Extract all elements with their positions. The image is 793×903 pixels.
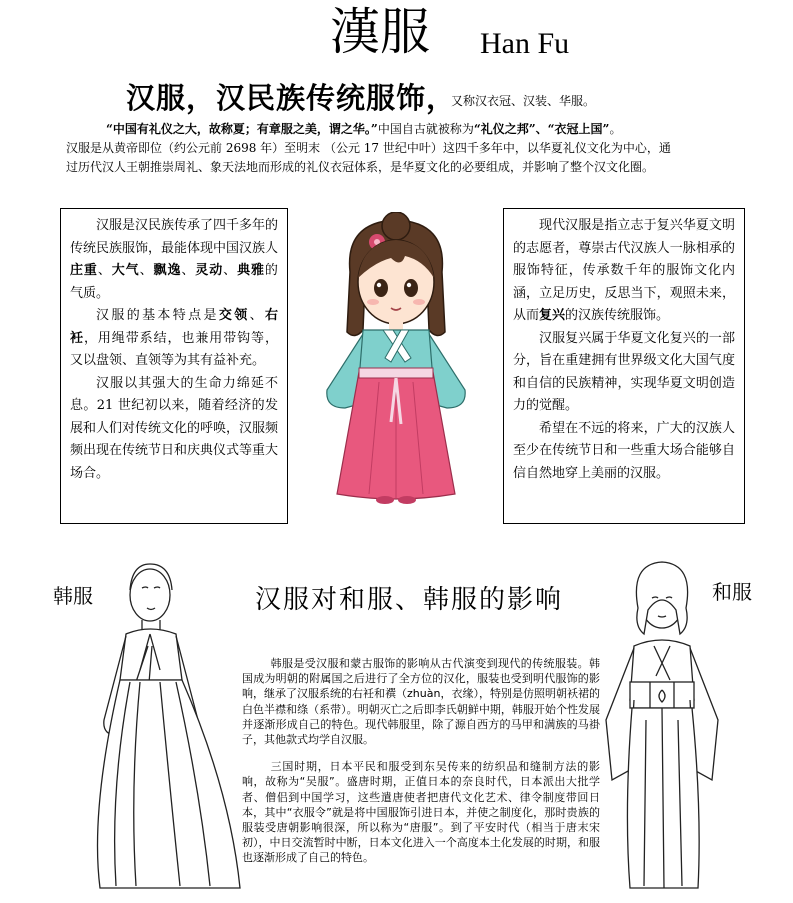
left-p1-sep-1: 、	[97, 263, 112, 278]
right-box-paragraph-2: 汉服复兴属于华夏文化复兴的一部分，旨在重建拥有世界级文化大国气度和自信的民族精神，实现华夏文明创造力的觉醒。	[513, 330, 735, 413]
right-p1-bold: 复兴	[539, 308, 566, 323]
intro-line1-mid: 中国自古就被称为	[377, 122, 474, 136]
intro-epithets: “礼仪之邦”、“衣冠上国”	[473, 122, 610, 136]
left-p2-bold-1: 交领	[218, 308, 250, 323]
left-p1-bold-5: 典雅	[237, 263, 265, 278]
hanbok-woman-illustration	[90, 550, 260, 895]
left-p2-end: ，用绳带系结，也兼用带钩等，又以盘领、直领等为其有益补充。	[70, 330, 278, 368]
label-hanbok: 韩服	[53, 584, 93, 608]
intro-line-3: 过历代汉人王朝推崇周礼、象天法地而形成的礼仪衣冠体系，是华夏文化的必要组成，并影响了整个汉文化圈。	[66, 160, 655, 174]
page-title: 漢服	[330, 3, 430, 61]
left-p2-text: 汉服的基本特点是	[96, 308, 219, 323]
panel-paragraph-kimono: 三国时期，日本平民和服受到东吴传来的纺织品和缝制方法的影响，故称为“吴服”。盛唐时期，正值日本的奈良时代，日本派出大批学者、僧侣到中国学习，这些遣唐使者把唐代文化艺术、律令制度带回日本，其中“衣服令”就是将中国服饰引进日本，并使之制度化，那时贵族的服装受唐朝影响很深，所以称为“唐服”。到了平安时代（相当于唐末宋初），中日交流暂时中断，日本文化进入一个高度本土化发展的时期，和服也逐渐形成了自己的特色。	[242, 760, 600, 865]
right-p1-end: 的汉族传统服饰。	[565, 308, 670, 323]
right-box-paragraph-3: 希望在不远的将来，广大的汉族人至少在传统节日和一些重大场合能够自信自然地穿上美丽的汉服。	[513, 420, 735, 481]
left-p1-bold-1: 庄重	[70, 263, 98, 278]
left-text-box	[60, 208, 288, 524]
subtitle-note: 又称汉衣冠、汉装、华服。	[451, 94, 596, 108]
kimono-woman-illustration	[590, 550, 730, 895]
intro-quote: “中国有礼仪之大，故称夏；有章服之美，谓之华。”	[106, 122, 378, 136]
right-p1-text: 现代汉服是指立志于复兴华夏文明的志愿者，尊崇古代汉族人一脉相承的服饰特征，传承数千年的服饰文化内涵，立足历史，反思当下，观照未来，从而	[513, 218, 735, 323]
hanfu-girl-illustration	[305, 212, 487, 508]
right-text-box	[503, 208, 745, 524]
left-p2-sep: 、	[249, 308, 265, 323]
left-p1-end: 的气质。	[70, 263, 278, 301]
intro-line-2: 汉服是从黄帝即位（约公元前 2698 年）至明末 （公元 17 世纪中叶）这四千多年中，以华夏礼仪文化为中心，通	[66, 141, 671, 155]
intro-line-1	[66, 120, 766, 139]
left-box-paragraph-3: 汉服以其强大的生命力绵延不息。21 世纪初以来，随着经济的发展和人们对传统文化的呼唤，汉服频频出现在传统节日和庆典仪式等重大场合。	[70, 375, 279, 481]
left-box-paragraph-1	[70, 215, 278, 305]
left-box-paragraph-2	[70, 305, 278, 373]
left-p1-sep-2: 、	[139, 263, 154, 278]
left-p1-sep-4: 、	[223, 263, 238, 278]
left-p2-bold-2: 右衽	[70, 308, 278, 346]
subtitle: 汉服，汉民族传统服饰，	[126, 81, 457, 115]
left-p1-text: 汉服是汉民族传承了四千多年的传统民族服饰，最能体现中国汉族人	[70, 218, 279, 256]
left-p1-bold-4: 灵动	[195, 263, 224, 278]
intro-paragraph	[66, 120, 766, 177]
panel-body	[242, 656, 600, 878]
panel-paragraph-hanbok: 韩服是受汉服和蒙古服饰的影响从古代演变到现代的传统服装。韩国成为明朝的附属国之后进行了全方位的汉化，服装也受到明代服饰的影响，继承了汉服系统的右衽和襈（zhuàn，衣缘），特别是仿照明朝袄裙的白色半襟和绦（系带）。明朝灭亡之后即李氏朝鲜中期，韩服开始个性发展并逐渐形成自己的特色。现代韩服里，除了源自西方的马甲和满族的马褂子，其他款式均学自汉服。	[242, 657, 600, 747]
left-p1-bold-3: 飘逸	[153, 263, 182, 278]
right-box-paragraph-1	[513, 215, 735, 328]
intro-line1-end: 。	[609, 122, 622, 136]
page-title-english: Han Fu	[480, 27, 570, 60]
label-kimono: 和服	[712, 580, 752, 604]
panel-title: 汉服对和服、韩服的影响	[255, 585, 564, 615]
left-p1-sep-3: 、	[181, 263, 196, 278]
left-p1-bold-2: 大气	[111, 263, 140, 278]
